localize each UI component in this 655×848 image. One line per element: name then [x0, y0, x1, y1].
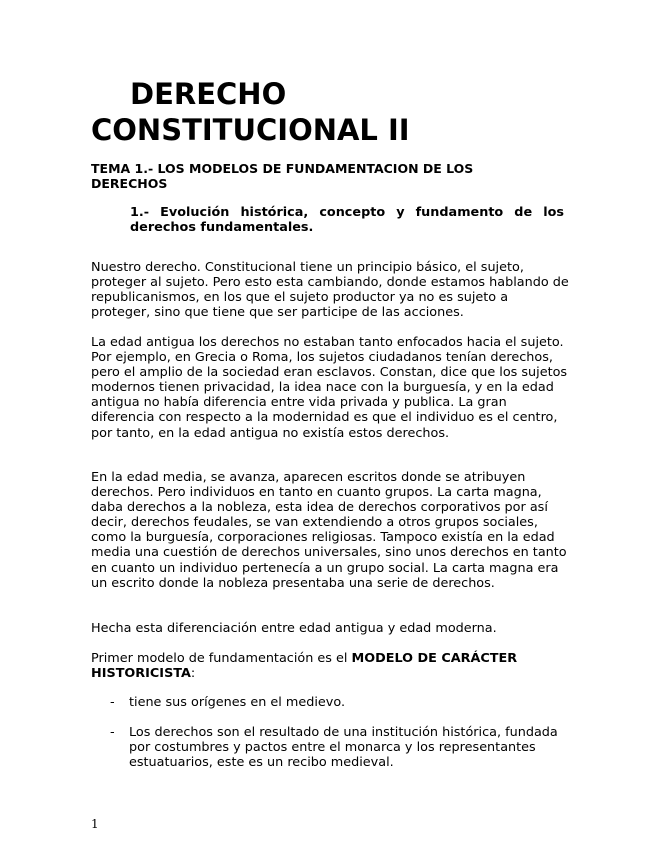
title-line-1: DERECHO	[130, 77, 287, 111]
model-name: MODELO DE CARÁCTER HISTORICISTA	[91, 651, 518, 682]
paragraph-4: Hecha esta diferenciación entre edad antigua y edad moderna.	[91, 621, 497, 636]
title-line-2: CONSTITUCIONAL II	[91, 113, 410, 147]
model-colon: :	[190, 666, 196, 682]
document-title	[91, 76, 571, 148]
section-heading: 1.- Evolución histórica, concepto y fundamento de los derechos fundamentales.	[130, 205, 564, 235]
model-intro-paragraph	[91, 651, 571, 681]
list-item-text: tiene sus orígenes en el medievo.	[129, 695, 346, 710]
list-bullet: -	[110, 695, 115, 710]
paragraph-1: Nuestro derecho. Constitucional tiene un principio básico, el sujeto, proteger al sujeto. Pero esto esta cambiando, donde estamos hablando de republicanismos, en los que el sujeto productor ya no es sujeto a proteger, sino que tiene que ser participe de las acciones.	[91, 260, 569, 321]
page-number: 1	[91, 817, 99, 831]
model-intro-text: Primer modelo de fundamentación es el	[91, 651, 352, 666]
list-item-text: Los derechos son el resultado de una institución histórica, fundada por costumbres y pactos entre el monarca y los representantes estuatuarios, este es un recibo medieval.	[129, 725, 558, 771]
list-bullet: -	[110, 725, 115, 740]
topic-heading: TEMA 1.- LOS MODELOS DE FUNDAMENTACION DE LOS DERECHOS	[91, 161, 474, 191]
list-item	[91, 695, 571, 710]
list-item	[91, 725, 571, 770]
paragraph-3: En la edad media, se avanza, aparecen escritos donde se atribuyen derechos. Pero individuos en tanto en cuanto grupos. La carta magna, daba derechos a la nobleza, esta idea de derechos corporativos por así decir, derechos feudales, se van extendiendo a otros grupos sociales, como la burguesía, corporaciones religiosas. Tampoco existía en la edad media una cuestión de derechos universales, sino unos derechos en tanto en cuanto un individuo pertenecía a un grupo social. La carta magna era un escrito donde la nobleza presentaba una serie de derechos.	[91, 470, 567, 591]
paragraph-2: La edad antigua los derechos no estaban tanto enfocados hacia el sujeto. Por ejemplo, en Grecia o Roma, los sujetos ciudadanos tenían derechos, pero el amplio de la sociedad eran esclavos. Constan, dice que los sujetos modernos tienen privacidad, la idea nace con la burguesía, y en la edad antigua no había diferencia entre vida privada y publica. La gran diferencia con respecto a la modernidad es que el individuo es el centro, por tanto, en la edad antigua no existía estos derechos.	[91, 335, 568, 441]
